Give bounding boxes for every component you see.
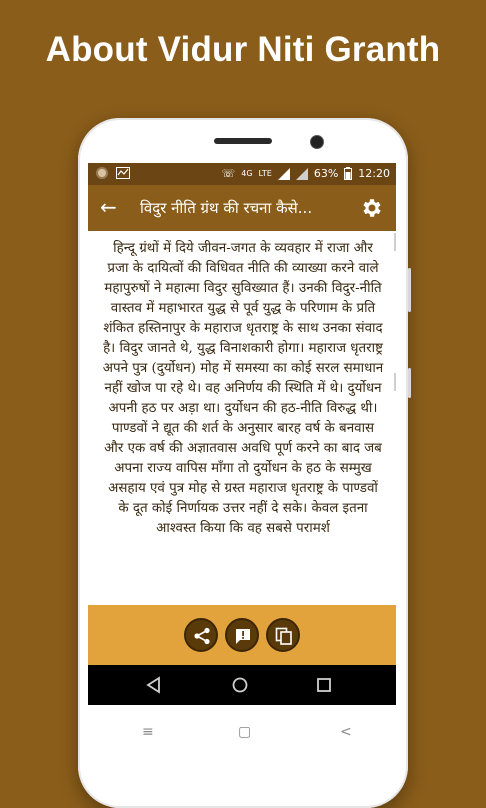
action-bar (88, 605, 396, 665)
feedback-icon (234, 627, 252, 645)
status-bar (88, 163, 396, 185)
home-hardware-icon[interactable]: ▢ (238, 724, 252, 740)
hardware-buttons (78, 724, 408, 748)
feedback-button[interactable] (225, 618, 259, 652)
notification-app-icon (96, 167, 108, 179)
share-button[interactable] (184, 618, 218, 652)
square-recents-icon[interactable] (314, 675, 334, 695)
signal-icon (278, 168, 290, 180)
menu-hardware-icon[interactable]: ≡ (142, 724, 154, 740)
phone-frame (78, 118, 408, 808)
copy-icon (275, 627, 293, 645)
phone-screen (88, 163, 396, 705)
call-signal-icon: ☏ (221, 167, 236, 180)
page-title: विदुर नीति ग्रंथ की रचना कैसे... (140, 199, 313, 217)
back-arrow-icon[interactable]: ← (100, 195, 117, 219)
clock-time: 12:20 (358, 167, 390, 180)
network-label: 4G (241, 169, 253, 178)
signal-2-icon (296, 168, 308, 180)
copy-button[interactable] (266, 618, 300, 652)
share-icon (193, 627, 211, 645)
battery-percent: 63% (313, 167, 339, 180)
scroll-indicator (394, 233, 396, 251)
earpiece-speaker (214, 138, 272, 144)
power-button (408, 368, 411, 398)
promo-headline: About Vidur Niti Granth (45, 30, 441, 69)
activity-icon (116, 167, 130, 179)
back-hardware-icon[interactable]: < (340, 724, 352, 740)
article-body: हिन्दू ग्रंथों में दिये जीवन-जगत के व्यवहार में राजा और प्रजा के दायित्वों की विधिवत नीति की व्याख्या करने वाले महापुरुषों ने महात्मा विदुर सुविख्यात हैं। उनकी विदुर-नीति वास्तव में महाभारत युद्ध से पूर्व युद्ध के परिणाम के प्रति शंकित हस्तिनापुर के महाराज धृतराष्ट्र के साथ उनका संवाद है। विदुर जानते थे, युद्ध विनाशकारी होगा। महाराज धृतराष्ट्र अपने पुत्र (दुर्योधन) मोह में समस्या का कोई सरल समाधान नहीं खोज पा रहे थे। वह अनिर्णय की स्थिति में थे। दुर्योधन अपनी हठ पर अड़ा था। दुर्योधन की हठ-नीति विरुद्ध थी। पाण्डवों ने द्यूत की शर्त के अनुसार बारह वर्ष के बनवास और एक वर्ष की अज्ञातवास अवधि पूर्ण करने का बाद जब अपना राज्य वापिस माँगा तो दुर्योधन के हठ के सम्मुख असहाय एवं पुत्र मोह से ग्रस्त महाराज धृतराष्ट्र के पाण्डवों के दूत कोई निर्णायक उत्तर नहीं दे सके। केवल इतना आश्वस्त किया कि वह सबसे परामर्श (102, 241, 384, 536)
system-nav-bar (88, 665, 396, 705)
triangle-back-icon[interactable] (144, 675, 164, 695)
scroll-indicator-2 (394, 373, 396, 391)
volume-button (408, 268, 411, 312)
gear-icon[interactable] (360, 196, 384, 220)
app-bar (88, 185, 396, 231)
lte-label: LTE (258, 169, 272, 178)
circle-home-icon[interactable] (230, 675, 250, 695)
battery-icon (344, 167, 352, 180)
front-camera (310, 135, 324, 149)
